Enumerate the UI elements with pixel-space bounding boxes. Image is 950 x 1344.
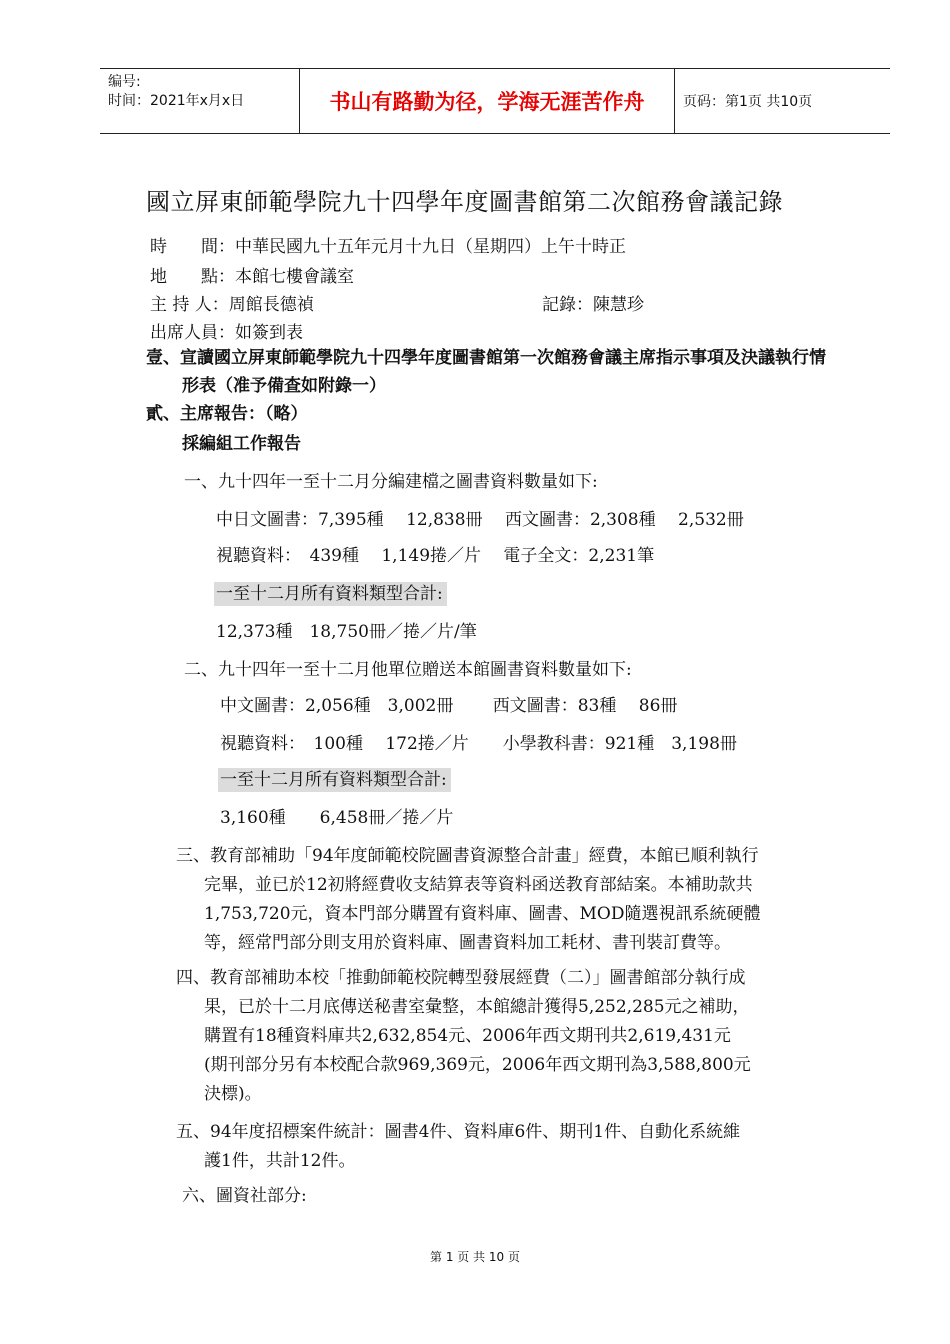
item4-paragraph <box>176 964 751 1109</box>
item1-row2: 視聽資料： 439種 1,149捲／片 電子全文：2,231筆 <box>216 546 655 566</box>
item3-line: 等，經常門部分則支用於資料庫、圖書資料加工耗材、書刊裝訂費等。 <box>204 933 731 953</box>
time-label: 时间：2021年x月x日 <box>108 93 245 109</box>
item4-line: 四、教育部補助本校「推動師範校院轉型發展經費（二）」圖書館部分執行成 <box>176 968 746 988</box>
item3-line: 1,753,720元，資本門部分購置有資料庫、圖書、MOD隨選視訊系統硬體 <box>204 904 761 924</box>
item2-row1: 中文圖書：2,056種 3,002冊 西文圖書：83種 86冊 <box>220 696 678 716</box>
document-title: 國立屏東師範學院九十四學年度圖書館第二次館務會議記錄 <box>146 188 783 216</box>
item5-paragraph <box>176 1118 740 1176</box>
item3-line: 三、教育部補助「94年度師範校院圖書資源整合計畫」經費，本館已順利執行 <box>176 846 759 866</box>
page-info: 页码：第1页 共10页 <box>683 94 813 110</box>
item2-total-label <box>218 766 451 794</box>
item4-line: (期刊部分另有本校配合款969,369元，2006年西文期刊為3,588,800元 <box>204 1055 751 1075</box>
section2-sub: 採編組工作報告 <box>182 434 301 454</box>
item5-line: 護1件，共計12件。 <box>204 1151 356 1171</box>
item1-row1: 中日文圖書：7,395種 12,838冊 西文圖書：2,308種 2,532冊 <box>216 510 744 530</box>
item1-total-label-text: 一至十二月所有資料類型合計: <box>214 582 447 606</box>
meta-recorder: 記錄：陳慧珍 <box>542 295 644 315</box>
header-table <box>100 68 890 134</box>
item1-heading: 一、九十四年一至十二月分編建檔之圖書資料數量如下: <box>184 472 598 492</box>
page-footer: 第 1 页 共 10 页 <box>430 1250 520 1264</box>
number-label: 编号: <box>108 74 141 90</box>
item4-line: 果，已於十二月底傳送秘書室彙整，本館總計獲得5,252,285元之補助， <box>204 997 750 1017</box>
header-left-cell <box>100 69 300 133</box>
item3-line: 完畢，並已於12初將經費收支結算表等資料函送教育部結案。本補助款共 <box>204 875 753 895</box>
motto: 书山有路勤为径，学海无涯苦作舟 <box>300 69 675 133</box>
item4-line: 購置有18種資料庫共2,632,854元、2006年西文期刊共2,619,431元 <box>204 1026 731 1046</box>
item2-total-label-text: 一至十二月所有資料類型合計: <box>218 768 451 792</box>
meta-time: 時 間：中華民國九十五年元月十九日（星期四）上午十時正 <box>150 237 626 257</box>
section2-heading: 貳、主席報告：（略） <box>146 404 308 424</box>
section1-line2: 形表（准予備查如附錄一） <box>182 376 386 396</box>
item2-heading: 二、九十四年一至十二月他單位贈送本館圖書資料數量如下: <box>184 660 632 680</box>
meta-chair: 主 持 人：周館長德禎 <box>150 295 314 315</box>
item1-total-label <box>214 580 447 608</box>
item6-heading: 六、圖資社部分: <box>182 1186 307 1206</box>
item5-line: 五、94年度招標案件統計：圖書4件、資料庫6件、期刊1件、自動化系統維 <box>176 1122 741 1142</box>
item2-row2: 視聽資料： 100種 172捲／片 小學教科書：921種 3,198冊 <box>220 734 737 754</box>
item2-total-value: 3,160種 6,458冊／捲／片 <box>220 808 454 828</box>
item1-total-value: 12,373種 18,750冊／捲／片/筆 <box>216 622 477 642</box>
meta-place: 地 點：本館七樓會議室 <box>150 267 354 287</box>
item4-line: 決標)。 <box>204 1084 262 1104</box>
section1-line1: 壹、宣讀國立屏東師範學院九十四學年度圖書館第一次館務會議主席指示事項及決議執行情 <box>146 348 826 368</box>
item3-paragraph <box>176 842 761 958</box>
meta-attendees: 出席人員：如簽到表 <box>150 323 303 343</box>
